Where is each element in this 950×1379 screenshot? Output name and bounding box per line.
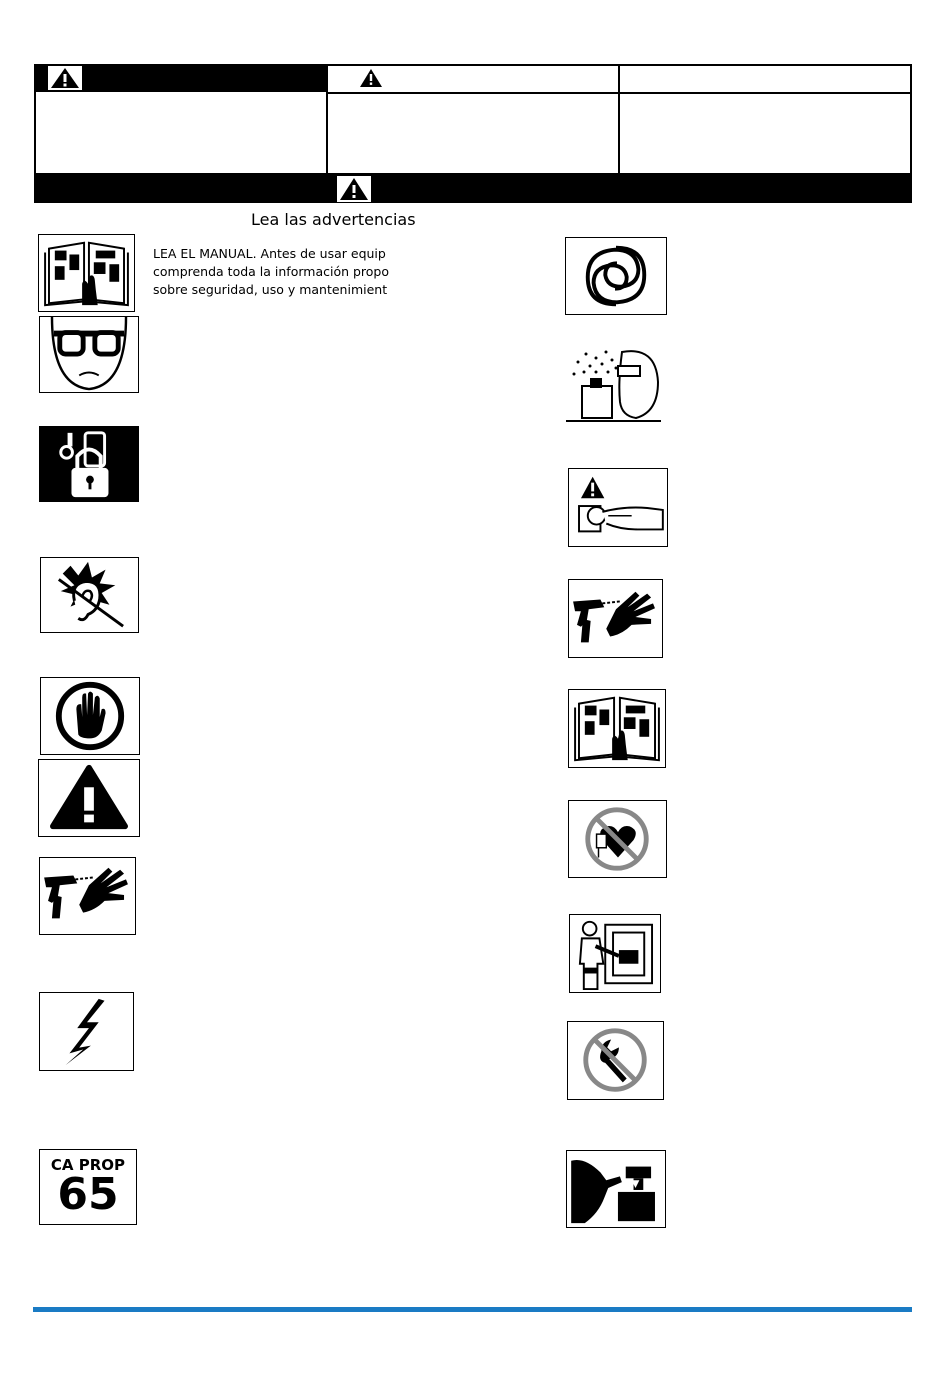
intro-line: sobre seguridad, uso y mantenimient	[153, 282, 388, 297]
warning-triangle-icon	[48, 66, 82, 90]
footer-rule	[33, 1307, 912, 1312]
electric-shock-icon	[39, 992, 134, 1071]
no-wrench-icon	[567, 1021, 664, 1100]
intro-line: comprenda toda la información propo	[153, 264, 390, 279]
general-warning-icon	[38, 759, 140, 837]
lockout-icon	[39, 426, 139, 502]
table-divider	[618, 64, 620, 175]
hearing-protection-icon	[40, 557, 139, 633]
warning-triangle-icon	[337, 176, 371, 202]
warnings-title-bar	[34, 175, 912, 203]
read-manual-text	[153, 245, 390, 301]
table-divider	[326, 64, 328, 175]
injection-hazard-icon-right	[568, 579, 663, 658]
pressure-relief-icon	[568, 468, 668, 547]
fumes-swirl-icon	[565, 237, 667, 315]
no-pacemaker-icon	[568, 800, 667, 878]
prop65-number: 65	[57, 1169, 119, 1220]
worker-maintenance-icon	[569, 914, 661, 993]
pinch-point-icon	[566, 1150, 666, 1228]
prop65-top-label: CA PROP	[50, 1156, 126, 1174]
caution-header-cell	[619, 66, 912, 94]
warning-triangle-icon	[359, 68, 383, 88]
danger-header-cell	[34, 64, 327, 92]
read-manual-icon-right	[568, 689, 666, 768]
ca-prop-65-icon	[39, 1149, 137, 1225]
read-warnings-heading: Lea las advertencias	[251, 210, 416, 229]
intro-line: LEA EL MANUAL. Antes de usar equip	[153, 246, 386, 261]
eye-protection-icon	[39, 316, 139, 393]
read-manual-icon	[38, 234, 135, 312]
warning-header-cell	[327, 66, 619, 94]
spray-face-icon	[566, 342, 661, 422]
stop-hand-icon	[40, 677, 140, 755]
injection-hazard-icon	[39, 857, 136, 935]
